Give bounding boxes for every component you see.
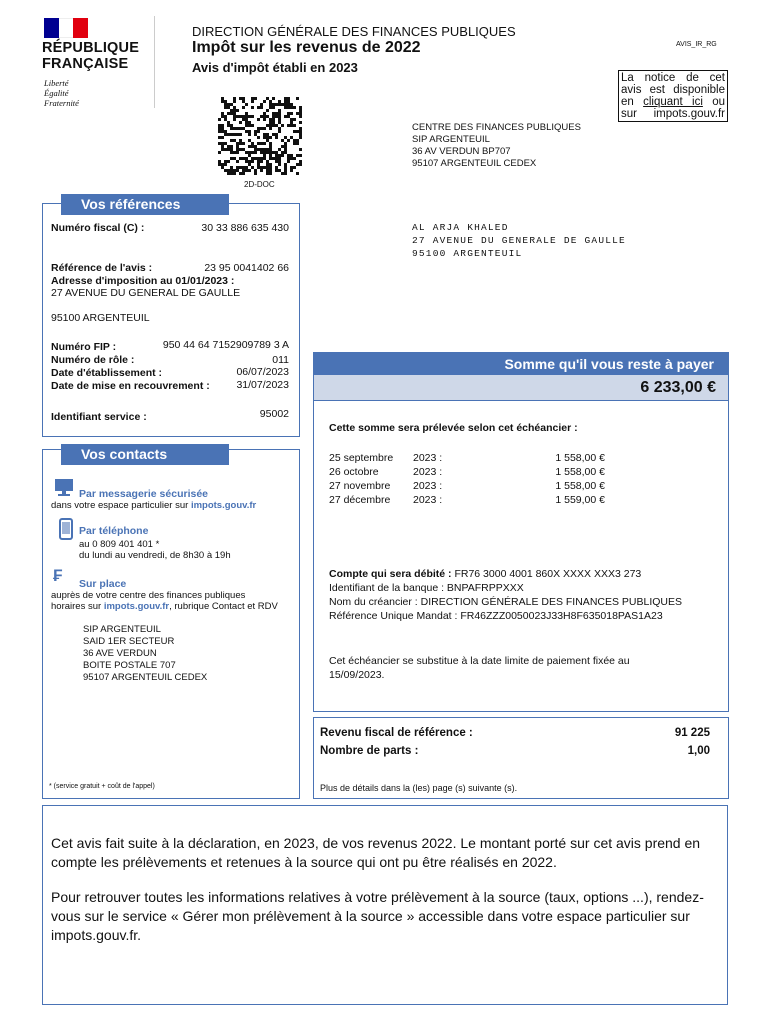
impots-link[interactable]: impots.gouv.fr [190,500,257,511]
parts-label: Nombre de parts : [320,745,419,757]
adresse-line2: 95100 ARGENTEUIL [51,312,150,324]
bank-id: Identifiant de la banque : BNPAFRPPXXX [329,582,524,594]
schedule-amount: 1 558,00 € [555,452,605,464]
schedule-year: 2023 : [413,494,443,506]
motto-fraternite: Fraternité [44,98,79,108]
role-value: 011 [272,354,289,366]
republique-francaise-logo [40,16,155,108]
ref-avis-value: 23 95 0041402 66 [204,262,289,274]
schedule-date: 25 septembre [329,452,394,464]
place-text3: , rubrique Contact et RDV [169,601,278,612]
sip-line: BOITE POSTALE 707 [83,660,176,671]
notice-box [618,70,728,122]
service-value: 95002 [259,408,289,420]
num-fiscal-label: Numéro fiscal (C) : [51,222,145,234]
messaging-title: Par messagerie sécurisée [79,488,209,500]
centre-line: CENTRE DES FINANCES PUBLIQUES [412,122,581,133]
tax-centre-address [412,122,581,170]
motto-egalite: Égalité [44,88,69,98]
schedule-date: 26 octobre [329,466,379,478]
parts-value: 1,00 [687,745,710,757]
schedule-amount: 1 559,00 € [555,494,605,506]
logo-line2: FRANÇAISE [42,56,129,72]
schedule-year: 2023 : [413,452,443,464]
place-text2: horaires sur [51,601,102,612]
account-value: FR76 3000 4001 860X XXXX XXX3 273 [454,568,642,580]
notice-link[interactable]: cliquant ici [643,96,703,108]
schedule-row [329,479,605,493]
sip-line: 95107 ARGENTEUIL CEDEX [83,672,208,683]
sip-line: SAID 1ER SECTEUR [83,636,175,647]
place-text: auprès de votre centre des finances publiques [51,590,246,601]
details-note: Plus de détails dans la (les) page (s) suivante (s). [320,783,518,793]
ref-avis-label: Référence de l'avis : [51,262,153,274]
direction-header: DIRECTION GÉNÉRALE DES FINANCES PUBLIQUES [192,24,516,39]
schedule-row [329,493,605,507]
computer-icon [53,478,75,499]
messaging-text: dans votre espace particulier sur [51,500,189,511]
notice-text-pre: La notice de cet avis est disponible en [621,72,725,108]
schedule-year: 2023 : [413,466,443,478]
form-code: AVIS_IR_RG [676,41,717,48]
recouv-value: 31/07/2023 [236,379,289,391]
payment-amount: 6 233,00 € [314,375,728,401]
recipient-line: 27 AVENUE DU GENERALE DE GAULLE [412,235,626,246]
phone-icon [59,518,73,543]
adresse-label: Adresse d'imposition au 01/01/2023 : [51,275,235,287]
info-paragraph-1: Cet avis fait suite à la déclaration, en 2023, de vos revenus 2022. Le montant porté sur cet avis prend en compte les prélèvements et retenues à la source qui ont pu être réalisés en 2022. [51,835,701,870]
footnote: * (service gratuit + coût de l'appel) [49,783,155,790]
motto-liberte: Liberté [44,78,69,88]
schedule-year: 2023 : [413,480,443,492]
schedule-note: Cet échéancier se substitue à la date limite de paiement fixée au [329,655,630,667]
rfr-value: 91 225 [674,727,710,739]
schedule-amount: 1 558,00 € [555,480,605,492]
phone-number: au 0 809 401 401 * [79,539,160,550]
etab-value: 06/07/2023 [236,366,289,378]
rfr-panel [313,717,729,799]
recipient-line: AL ARJA KHALED [412,222,509,233]
contacts-panel [42,446,300,799]
schedule-note-date: 15/09/2023. [329,669,385,681]
document-subtitle: Avis d'impôt établi en 2023 [192,60,358,75]
euro-building-icon: ₣ [53,566,63,585]
centre-line: 95107 ARGENTEUIL CEDEX [412,158,537,169]
sip-address [83,624,207,684]
schedule-row [329,451,605,465]
schedule-row [329,465,605,479]
references-title: Vos références [61,194,229,215]
rfr-label: Revenu fiscal de référence : [320,727,473,739]
notice-text-post: ou sur impots.gouv.fr [621,96,725,120]
impots-link[interactable]: impots.gouv.fr [103,601,170,612]
fip-value: 950 44 64 7152909789 3 A [162,339,289,351]
phone-hours: du lundi au vendredi, de 8h30 à 19h [79,550,231,561]
logo-line1: RÉPUBLIQUE [42,40,140,56]
sip-line: SIP ARGENTEUIL [83,624,161,635]
recouv-label: Date de mise en recouvrement : [51,380,210,392]
mandate-ref: Référence Unique Mandat : FR46ZZZ0050023J33H8F635018PAS1A23 [329,610,663,622]
payment-title: Somme qu'il vous reste à payer [314,353,728,375]
centre-line: SIP ARGENTEUIL [412,134,490,145]
french-flag-icon [44,18,88,38]
phone-title: Par téléphone [79,525,149,537]
fip-label: Numéro FIP : [51,341,117,353]
service-label: Identifiant service : [51,411,147,423]
schedule-amount: 1 558,00 € [555,466,605,478]
info-paragraph-2: Pour retrouver toutes les informations relatives à votre prélèvement à la source (taux, options ...), rendez-vous sur le service « Gérer mon prélèvement à la source » accessible dans votre espace particulier sur impots.gouv.fr. [51,889,704,943]
sip-line: 36 AVE VERDUN [83,648,157,659]
recipient-line: 95100 ARGENTEUIL [412,248,523,259]
payment-panel [313,352,729,712]
2d-doc-barcode-icon [218,97,302,175]
adresse-line1: 27 AVENUE DU GENERAL DE GAULLE [51,287,241,299]
document-title: Impôt sur les revenus de 2022 [192,39,421,56]
recipient-address [412,221,626,260]
schedule-date: 27 décembre [329,494,391,506]
contacts-title: Vos contacts [61,444,229,465]
barcode-label: 2D-DOC [244,180,275,189]
references-panel [42,196,300,437]
info-panel [42,805,728,1005]
schedule-intro: Cette somme sera prélevée selon cet échéancier : [329,422,578,434]
role-label: Numéro de rôle : [51,354,135,366]
account-label: Compte qui sera débité : [329,568,452,580]
schedule-date: 27 novembre [329,480,391,492]
centre-line: 36 AV VERDUN BP707 [412,146,511,157]
place-title: Sur place [79,578,127,590]
creditor-name: Nom du créancier : DIRECTION GÉNÉRALE DES FINANCES PUBLIQUES [329,596,683,608]
num-fiscal-value: 30 33 886 635 430 [201,222,289,234]
etab-label: Date d'établissement : [51,367,163,379]
schedule-table [329,451,605,507]
